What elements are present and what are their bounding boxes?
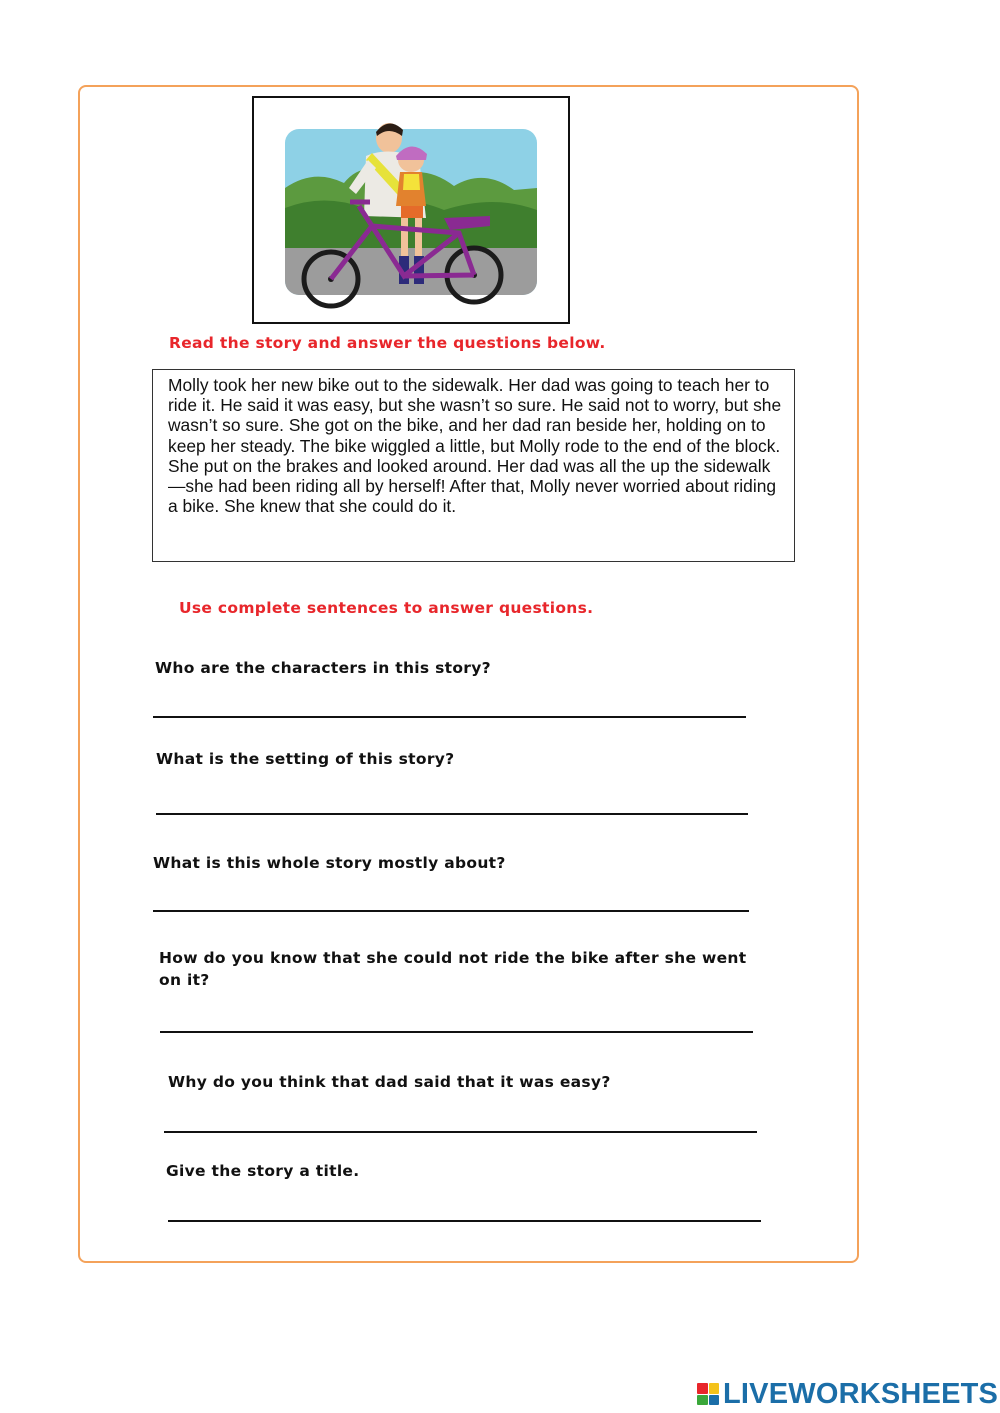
story-box [152, 369, 795, 562]
answer-input-3[interactable] [153, 882, 753, 910]
answer-input-2[interactable] [156, 785, 752, 813]
liveworksheets-logo-icon [697, 1383, 719, 1405]
story-text: Molly took her new bike out to the sidewalk. Her dad was going to teach her to ride it. He said it was easy, but she wasn’t so sure. He said not to worry, but she wasn’t so sure. She got on the bike, and her dad ran beside her, holding on to keep her steady. The bike wiggled a little, but Molly rode to the end of the block. She put on the brakes and looked around. Her dad was all the up the sidewalk—she had been riding all by herself! After that, Molly never worried about riding a bike. She knew that she could do it. [168, 375, 782, 517]
answer-instruction: Use complete sentences to answer questions. [179, 599, 594, 617]
question-3: What is this whole story mostly about? [153, 854, 506, 872]
answer-line-3 [153, 910, 749, 912]
dad-and-girl-bike-illustration [254, 98, 568, 322]
answer-input-5[interactable] [164, 1103, 761, 1131]
answer-line-2 [156, 813, 748, 815]
answer-line-6 [168, 1220, 761, 1222]
answer-line-1 [153, 716, 746, 718]
story-illustration [252, 96, 570, 324]
question-5: Why do you think that dad said that it was easy? [168, 1073, 611, 1091]
question-1: Who are the characters in this story? [155, 659, 491, 677]
answer-line-4 [160, 1031, 753, 1033]
answer-line-5 [164, 1131, 757, 1133]
question-6: Give the story a title. [166, 1162, 360, 1180]
brand-name: LIVEWORKSHEETS [723, 1377, 999, 1410]
answer-input-6[interactable] [168, 1192, 765, 1220]
read-instruction: Read the story and answer the questions below. [169, 334, 606, 352]
question-2: What is the setting of this story? [156, 750, 455, 768]
liveworksheets-logo[interactable] [697, 1378, 998, 1410]
answer-input-1[interactable] [153, 688, 750, 716]
answer-input-4[interactable] [160, 1003, 757, 1031]
question-4: How do you know that she could not ride the bike after she went on it? [159, 949, 747, 989]
